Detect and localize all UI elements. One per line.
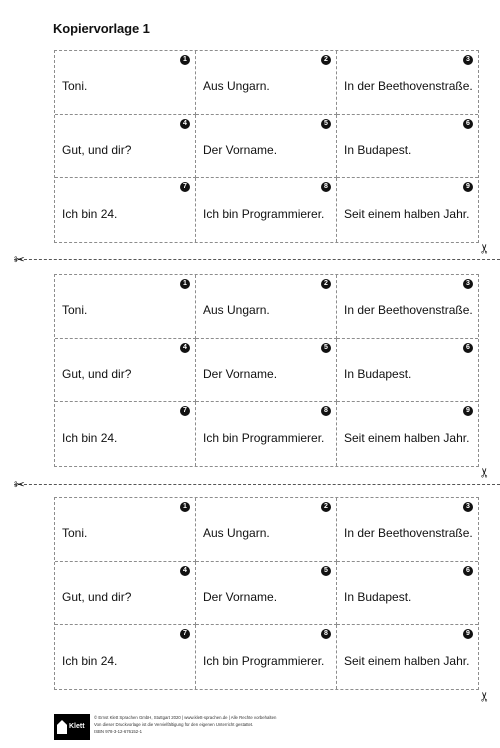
scissors-icon: ✂ bbox=[476, 691, 492, 702]
number-badge: 8 bbox=[321, 182, 331, 192]
number-badge: 3 bbox=[463, 55, 473, 65]
card-text: Ich bin 24. bbox=[62, 431, 118, 446]
card-4 bbox=[55, 115, 196, 179]
number-badge: 7 bbox=[180, 406, 190, 416]
card-9 bbox=[337, 625, 478, 689]
number-badge: 2 bbox=[321, 502, 331, 512]
card-text: Toni. bbox=[62, 526, 88, 541]
card-7 bbox=[55, 178, 196, 242]
card-text: Ich bin Programmierer. bbox=[203, 654, 325, 669]
card-sheet-2 bbox=[54, 274, 479, 467]
card-6 bbox=[337, 339, 478, 403]
number-badge: 8 bbox=[321, 406, 331, 416]
number-badge: 5 bbox=[321, 119, 331, 129]
cut-line bbox=[14, 484, 500, 485]
logo-mark-icon bbox=[57, 720, 67, 734]
card-text: In der Beethovenstraße. bbox=[344, 303, 473, 318]
number-badge: 5 bbox=[321, 566, 331, 576]
card-text: Der Vorname. bbox=[203, 589, 278, 604]
card-text: Gut, und dir? bbox=[62, 142, 132, 157]
number-badge: 4 bbox=[180, 343, 190, 353]
card-text: Seit einem halben Jahr. bbox=[344, 431, 470, 446]
card-6 bbox=[337, 115, 478, 179]
card-8 bbox=[196, 402, 337, 466]
card-6 bbox=[337, 562, 478, 626]
number-badge: 5 bbox=[321, 343, 331, 353]
card-8 bbox=[196, 178, 337, 242]
isbn-line: ISBN 978-3-12-676152-1 bbox=[94, 729, 143, 734]
footer bbox=[54, 714, 484, 740]
card-text: Seit einem halben Jahr. bbox=[344, 207, 470, 222]
number-badge: 1 bbox=[180, 279, 190, 289]
card-text: In Budapest. bbox=[344, 142, 412, 157]
card-text: In der Beethovenstraße. bbox=[344, 79, 473, 94]
number-badge: 1 bbox=[180, 502, 190, 512]
card-text: Aus Ungarn. bbox=[203, 79, 270, 94]
number-badge: 7 bbox=[180, 182, 190, 192]
card-5 bbox=[196, 562, 337, 626]
card-2 bbox=[196, 498, 337, 562]
scissors-icon: ✂ bbox=[476, 243, 492, 254]
number-badge: 7 bbox=[180, 629, 190, 639]
number-badge: 4 bbox=[180, 119, 190, 129]
card-text: Seit einem halben Jahr. bbox=[344, 654, 470, 669]
card-text: Gut, und dir? bbox=[62, 589, 132, 604]
card-3 bbox=[337, 275, 478, 339]
number-badge: 2 bbox=[321, 55, 331, 65]
card-5 bbox=[196, 339, 337, 403]
copyright-line: © Ernst Klett Sprachen GmbH, Stuttgart 2020 | www.klett-sprachen.de | Alle Rechte vorbehalten bbox=[94, 715, 277, 720]
card-7 bbox=[55, 625, 196, 689]
card-5 bbox=[196, 115, 337, 179]
card-8 bbox=[196, 625, 337, 689]
card-text: Der Vorname. bbox=[203, 366, 278, 381]
klett-logo bbox=[54, 714, 90, 740]
card-9 bbox=[337, 178, 478, 242]
number-badge: 3 bbox=[463, 502, 473, 512]
card-text: In Budapest. bbox=[344, 366, 412, 381]
card-text: Der Vorname. bbox=[203, 142, 278, 157]
card-text: Aus Ungarn. bbox=[203, 526, 270, 541]
number-badge: 9 bbox=[463, 406, 473, 416]
number-badge: 1 bbox=[180, 55, 190, 65]
card-sheet-3 bbox=[54, 497, 479, 690]
number-badge: 4 bbox=[180, 566, 190, 576]
cut-line bbox=[14, 259, 500, 260]
card-2 bbox=[196, 51, 337, 115]
number-badge: 3 bbox=[463, 279, 473, 289]
card-text: Ich bin 24. bbox=[62, 207, 118, 222]
scissors-icon: ✂ bbox=[476, 467, 492, 478]
number-badge: 9 bbox=[463, 182, 473, 192]
number-badge: 6 bbox=[463, 343, 473, 353]
page-title: Kopiervorlage 1 bbox=[53, 21, 150, 36]
card-3 bbox=[337, 498, 478, 562]
card-text: In der Beethovenstraße. bbox=[344, 526, 473, 541]
number-badge: 6 bbox=[463, 119, 473, 129]
card-text: Toni. bbox=[62, 79, 88, 94]
card-text: Ich bin Programmierer. bbox=[203, 431, 325, 446]
card-text: Gut, und dir? bbox=[62, 366, 132, 381]
number-badge: 9 bbox=[463, 629, 473, 639]
copy-permission-line: Von dieser Druckvorlage ist die Vervielfältigung für den eigenen Unterricht gestattet. bbox=[94, 722, 254, 727]
card-1 bbox=[55, 275, 196, 339]
card-9 bbox=[337, 402, 478, 466]
card-text: In Budapest. bbox=[344, 589, 412, 604]
card-3 bbox=[337, 51, 478, 115]
card-sheet-1 bbox=[54, 50, 479, 243]
card-text: Ich bin 24. bbox=[62, 654, 118, 669]
card-text: Aus Ungarn. bbox=[203, 303, 270, 318]
card-4 bbox=[55, 339, 196, 403]
card-1 bbox=[55, 498, 196, 562]
number-badge: 2 bbox=[321, 279, 331, 289]
card-text: Ich bin Programmierer. bbox=[203, 207, 325, 222]
card-4 bbox=[55, 562, 196, 626]
card-2 bbox=[196, 275, 337, 339]
card-1 bbox=[55, 51, 196, 115]
card-7 bbox=[55, 402, 196, 466]
card-text: Toni. bbox=[62, 303, 88, 318]
scissors-icon: ✂ bbox=[14, 477, 25, 492]
number-badge: 6 bbox=[463, 566, 473, 576]
scissors-icon: ✂ bbox=[14, 252, 25, 267]
number-badge: 8 bbox=[321, 629, 331, 639]
logo-text: Klett bbox=[69, 723, 85, 730]
